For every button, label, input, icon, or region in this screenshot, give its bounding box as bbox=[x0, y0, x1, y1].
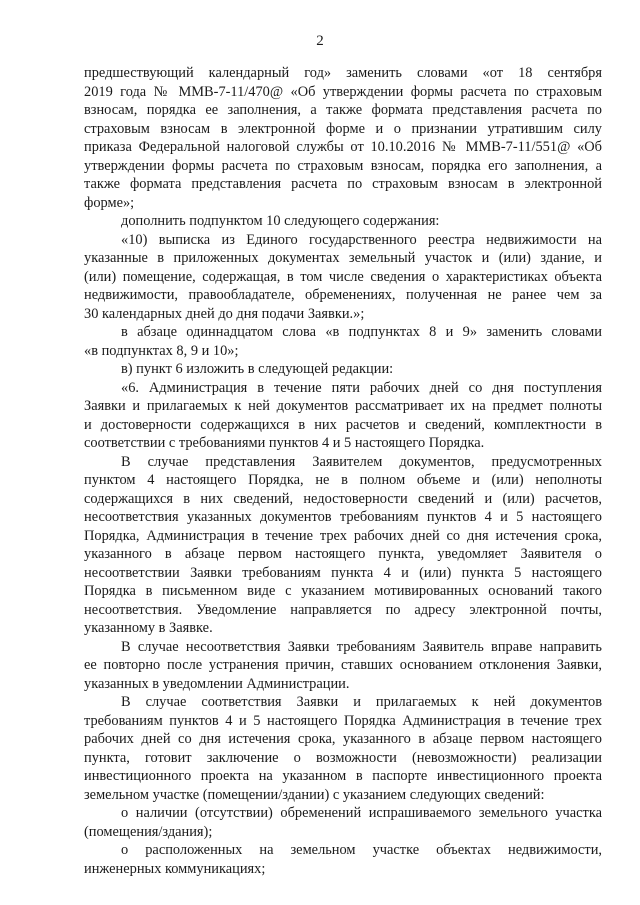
text-line: пункта, готовит заключение о возможности (невозможности) реализации bbox=[84, 749, 602, 766]
body-text bbox=[84, 64, 602, 878]
text-line: «10) выписка из Единого государственного реестра недвижимости на bbox=[121, 231, 602, 248]
text-line: соответствии с требованиями пунктов 4 и 5 настоящего Порядка. bbox=[84, 435, 485, 451]
text-line: земельном участке (помещении/здании) с указанием следующих сведений: bbox=[84, 786, 545, 803]
text-line: приказа Федеральной налоговой службы от 10.10.2016 № ММВ-7-11/551@ «Об bbox=[84, 139, 602, 155]
text-line: Порядка, Администрация в течение трех рабочих дней со дня истечения срока, bbox=[84, 527, 602, 544]
text-line: и достоверности содержащихся в них расчетов и сведений, комплектности в bbox=[84, 416, 602, 433]
text-line: также формата представления расчета по страховым взносам в электронной bbox=[84, 176, 602, 192]
text-line: 2019 года № ММВ-7-11/470@ «Об утверждении формы расчета по страховым bbox=[84, 83, 602, 100]
text-line: содержащихся в них сведений, недостоверности сведений и (или) расчетов, bbox=[84, 490, 602, 507]
text-line: страховым взносам в электронной форме и о признании утратившим силу bbox=[84, 120, 602, 137]
text-line: взносам, порядка ее заполнения, а также формата представления расчета по bbox=[84, 102, 602, 118]
text-line: (или) помещение, содержащая, в том числе сведения о характеристиках объекта bbox=[84, 268, 602, 285]
text-line: указанному в Заявке. bbox=[84, 620, 213, 636]
text-line: пунктом 4 настоящего Порядка, не в полном объеме и (или) неполноты bbox=[84, 472, 602, 488]
text-line: форме»; bbox=[84, 194, 135, 211]
text-line: несоответствии Заявки требованиям пункта 4 и (или) пункта 5 настоящего bbox=[84, 564, 602, 581]
text-line: указанного в абзаце первом настоящего пункта, уведомляет Заявителя о bbox=[84, 546, 602, 562]
text-line: В случае соответствия Заявки и прилагаемых к ней документов bbox=[121, 694, 602, 710]
text-line: «6. Администрация в течение пяти рабочих дней со дня поступления bbox=[121, 379, 602, 396]
text-line: несоответствия. Уведомление направляется по адресу электронной почты, bbox=[84, 601, 602, 618]
text-line: в) пункт 6 изложить в следующей редакции: bbox=[121, 361, 394, 377]
text-line: указанные в приложенных документах земельный участок и (или) здание, и bbox=[84, 250, 602, 266]
text-line: о расположенных на земельном участке объектах недвижимости, bbox=[121, 842, 602, 858]
text-line: ее повторно после устранения причин, ставших основанием отклонения Заявки, bbox=[84, 657, 602, 673]
text-line: утверждении формы расчета по страховым взносам, порядка его заполнения, а bbox=[84, 157, 602, 174]
text-line: Заявки и прилагаемых к ней документов рассматривает их на предмет полноты bbox=[84, 398, 602, 414]
text-line: Порядка в письменном виде с указанием мотивированных оснований такого bbox=[84, 583, 602, 599]
text-line: рабочих дней со дня истечения срока, указанного в абзаце первом настоящего bbox=[84, 731, 602, 747]
page-number: 2 bbox=[316, 33, 324, 49]
text-line: (помещения/здания); bbox=[84, 823, 213, 840]
text-line: «в подпунктах 8, 9 и 10»; bbox=[84, 342, 239, 359]
text-line: инвестиционного проекта на указанном в паспорте инвестиционного проекта bbox=[84, 768, 602, 784]
text-line: о наличии (отсутствии) обременений испрашиваемого земельного участка bbox=[121, 805, 602, 821]
text-line: в абзаце одиннадцатом слова «в подпунктах 8 и 9» заменить словами bbox=[121, 324, 602, 340]
text-line: 30 календарных дней до дня подачи Заявки.»; bbox=[84, 305, 365, 322]
text-line: предшествующий календарный год» заменить словами «от 18 сентября bbox=[84, 65, 602, 81]
text-line: требованиям пунктов 4 и 5 настоящего Порядка Администрация в течение трех bbox=[84, 712, 602, 729]
text-line: В случае представления Заявителем документов, предусмотренных bbox=[121, 453, 602, 470]
text-line: указанных в уведомлении Администрации. bbox=[84, 675, 350, 692]
text-line: В случае несоответствия Заявки требованиям Заявитель вправе направить bbox=[121, 638, 602, 655]
text-line: недвижимости, правообладателе, обременениях, полученная не ранее чем за bbox=[84, 287, 602, 303]
text-line: дополнить подпунктом 10 следующего содержания: bbox=[121, 213, 440, 229]
text-line: несоответствия указанных документов требованиям пунктов 4 и 5 настоящего bbox=[84, 509, 602, 525]
text-line: инженерных коммуникациях; bbox=[84, 860, 266, 877]
